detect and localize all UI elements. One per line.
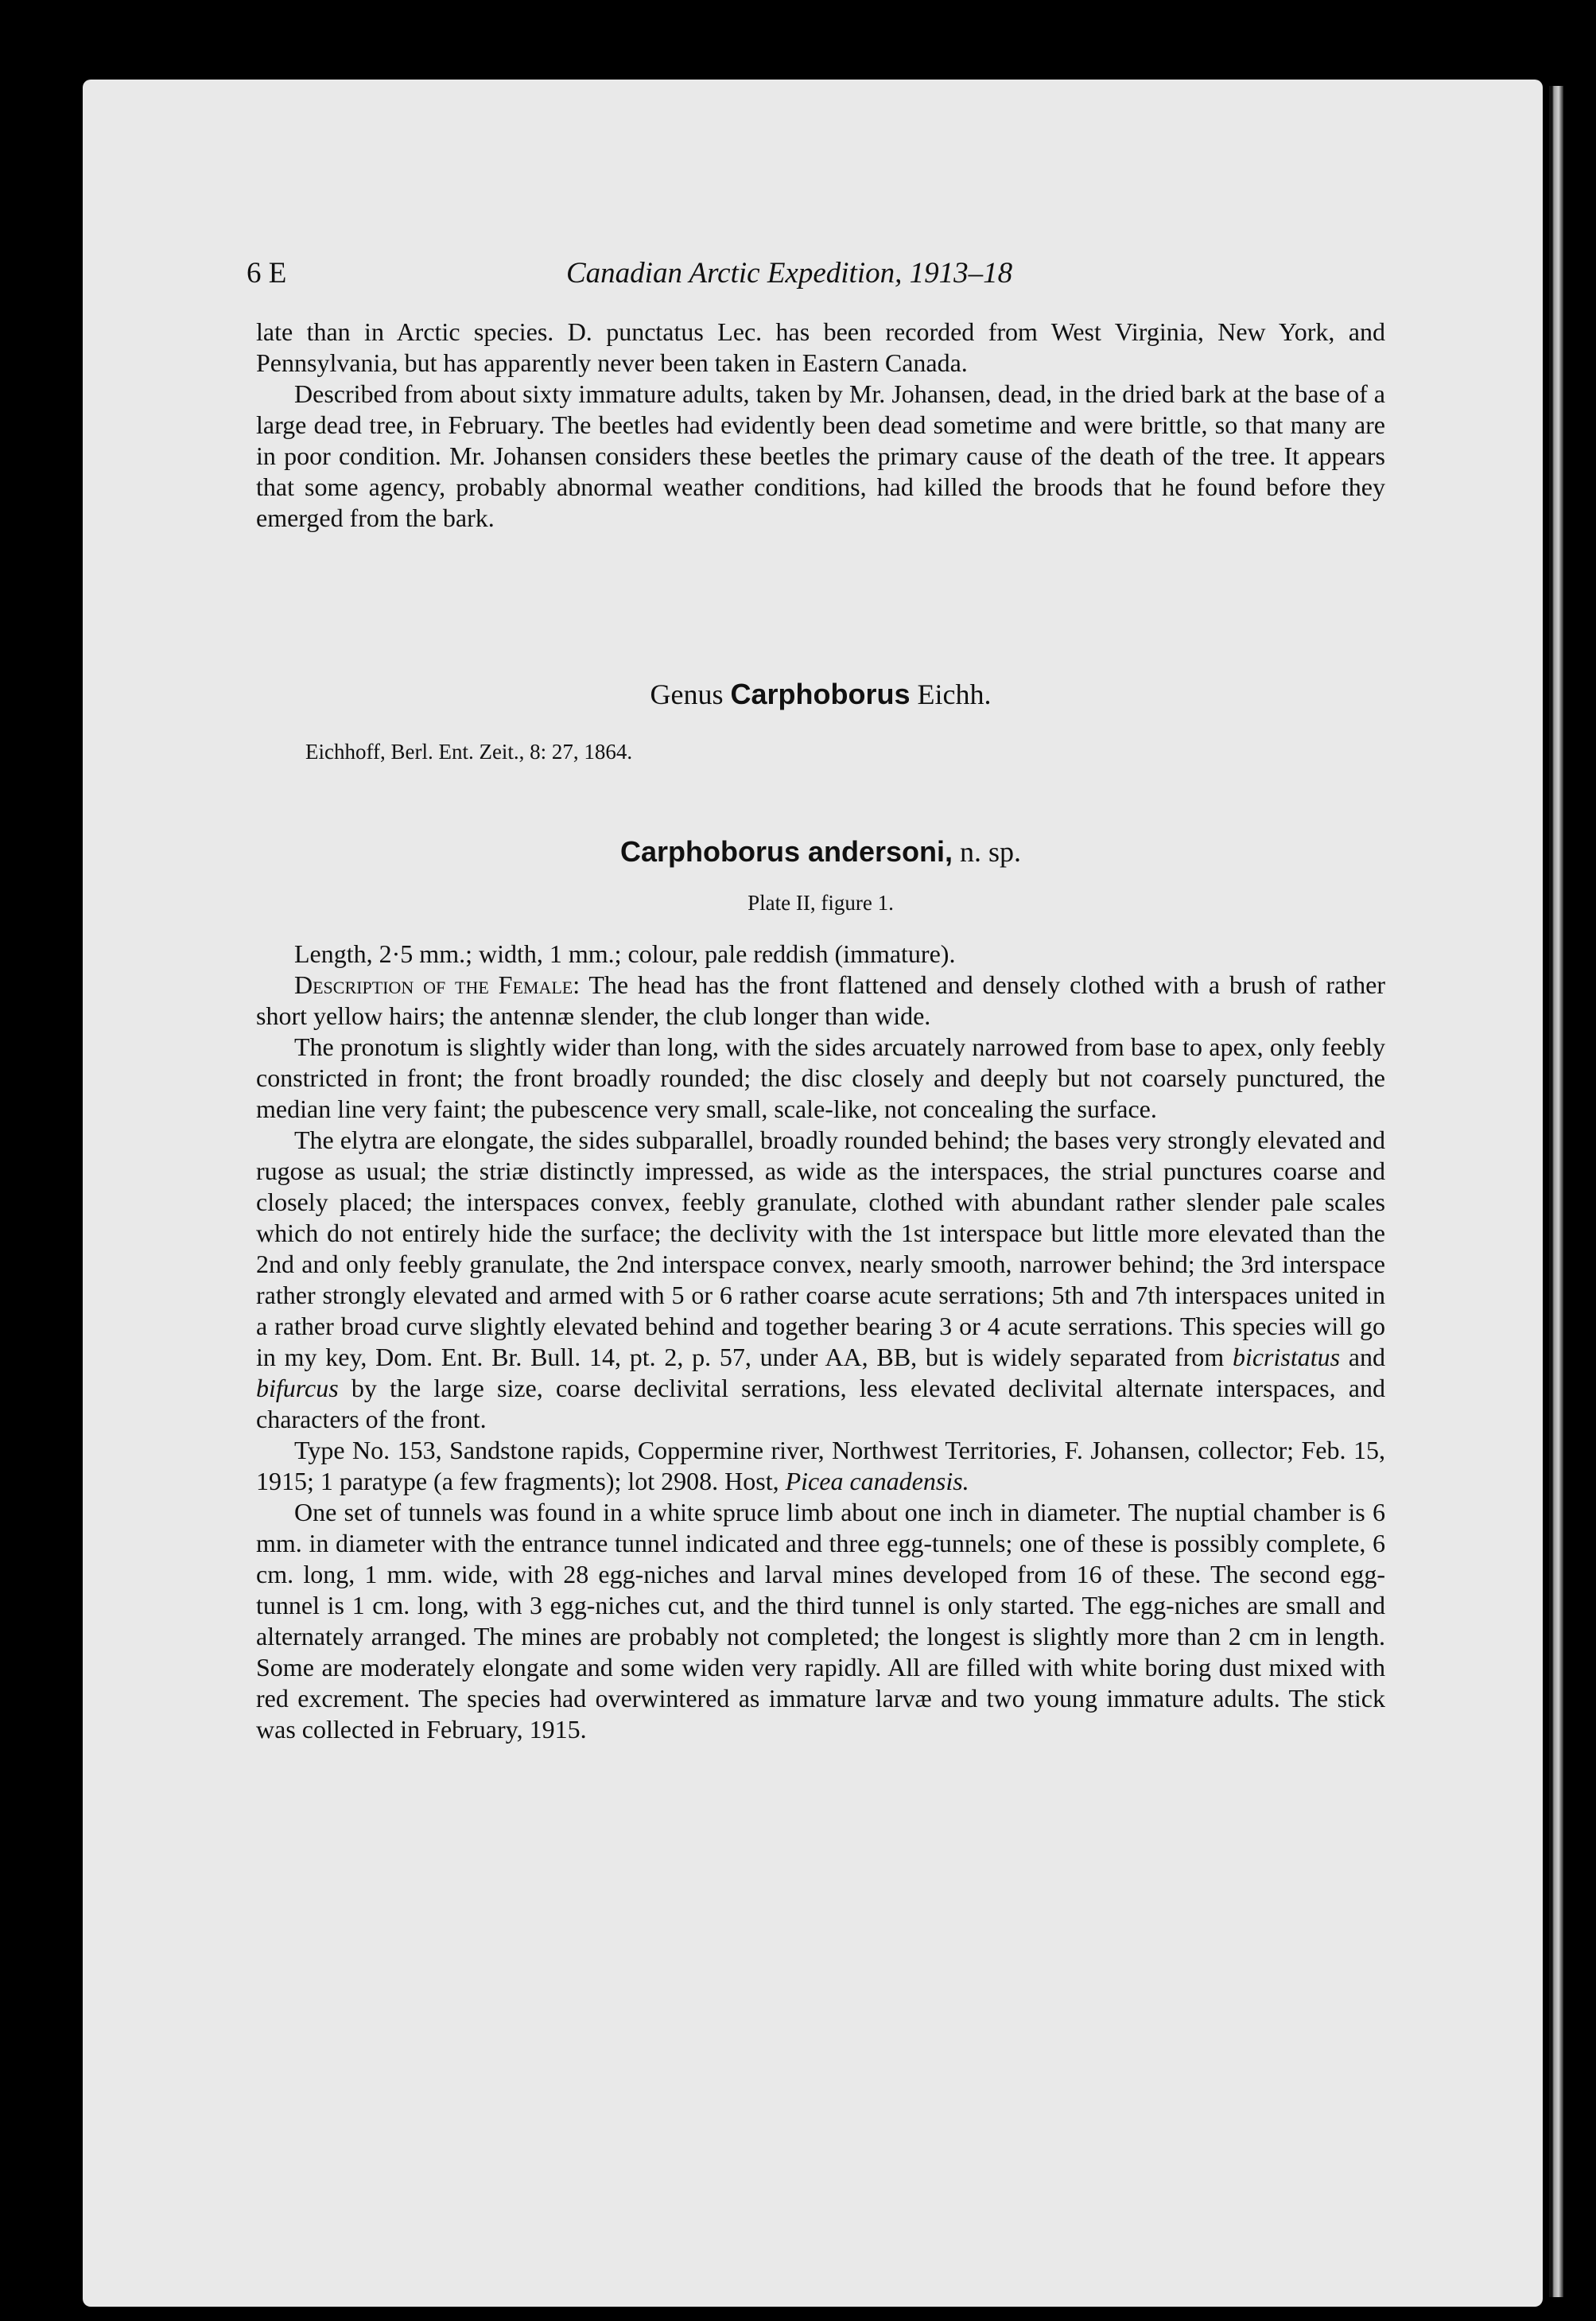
intro-section xyxy=(256,317,1385,534)
genus-heading xyxy=(256,678,1385,711)
genus-citation: Eichhoff, Berl. Ent. Zeit., 8: 27, 1864. xyxy=(305,740,633,764)
species-status: n. sp. xyxy=(960,836,1022,868)
description-label: Description of the Female: xyxy=(294,970,581,999)
genus-prefix: Genus xyxy=(650,678,724,710)
intro-paragraph-2: Described from about sixty immature adults, taken by Mr. Johansen, dead, in the dried bark at the base of a large dead tree, in February. The beetles had evidently been dead sometime and were brittle, so that many are in poor condition. Mr. Johansen considers these beetles the primary cause of the death of the tree. It appears that some agency, probably abnormal weather conditions, had killed the broods that he found before they emerged from the bark. xyxy=(256,379,1385,532)
species-name: Carphoborus andersoni, xyxy=(619,835,953,868)
page-number: 6 E xyxy=(247,257,287,290)
genus-author: Eichh. xyxy=(917,678,992,710)
species-heading xyxy=(256,835,1385,869)
species-bicristatus: bicristatus xyxy=(1232,1343,1341,1371)
elytra-text-2: by the large size, coarse declivital serrations, less elevated declivital alternate interspaces, and characters of the front. xyxy=(256,1374,1385,1433)
type-text: Type No. 153, Sandstone rapids, Coppermine river, Northwest Territories, F. Johansen, collector; Feb. 15, 1915; 1 paratype (a few fragments); lot 2908. Host, xyxy=(256,1436,1385,1495)
description-paragraph xyxy=(256,970,1385,1032)
plate-reference: Plate II, figure 1. xyxy=(748,891,894,915)
genus-name: Carphoborus xyxy=(730,678,911,710)
host-name: Picea canadensis. xyxy=(785,1467,969,1495)
pronotum-paragraph: The pronotum is slightly wider than long, with the sides arcuately narrowed from base to apex, only feebly constricted in front; the front broadly rounded; the disc closely and deeply but not coarsely punctured, the median line very faint; the pubescence very small, scale-like, not concealing the surface. xyxy=(256,1032,1385,1123)
elytra-text-1: The elytra are elongate, the sides subparallel, broadly rounded behind; the bases very strongly elevated and rugose as usual; the striæ distinctly impressed, as wide as the interspaces, the strial punctures coarse and closely placed; the interspaces convex, feebly granulate, clothed with abundant rather slender pale scales which do not entirely hide the surface; the declivity with the 1st interspace but little more elevated than the 2nd and only feebly granulate, the 2nd interspace convex, nearly smooth, narrower behind; the 3rd interspace rather strongly elevated and armed with 5 or 6 rather coarse acute serrations; 5th and 7th interspaces united in a rather broad curve slightly elevated behind and together bearing 3 or 4 acute serrations. This species will go in my key, Dom. Ent. Br. Bull. 14, pt. 2, p. 57, under AA, BB, but is widely separated from xyxy=(256,1126,1385,1371)
tunnels-paragraph: One set of tunnels was found in a white spruce limb about one inch in diameter. The nuptial chamber is 6 mm. in diameter with the entrance tunnel indicated and three egg-tunnels; one of these is possibly complete, 6 cm. long, 1 mm. wide, with 28 egg-niches and larval mines developed from 16 of these. The second egg-tunnel is 1 cm. long, with 3 egg-niches cut, and the third tunnel is only started. The egg-niches are small and alternately arranged. The mines are probably not completed; the longest is slightly more than 2 cm in length. Some are moderately elongate and some widen very rapidly. All are filled with white boring dust mixed with red excrement. The species had overwintered as immature larvæ and two young immature adults. The stick was collected in February, 1915. xyxy=(256,1498,1385,1744)
intro-paragraph-1: late than in Arctic species. D. punctatus Lec. has been recorded from West Virginia, New York, and Pennsylvania, but has apparently never been taken in Eastern Canada. xyxy=(256,317,1385,377)
species-bifurcus: bifurcus xyxy=(256,1374,339,1402)
species-description xyxy=(256,939,1385,1745)
page-edge xyxy=(1549,86,1563,2297)
elytra-paragraph xyxy=(256,1125,1385,1435)
running-header xyxy=(247,256,1123,296)
running-title: Canadian Arctic Expedition, 1913–18 xyxy=(566,257,1013,290)
elytra-and: and xyxy=(1340,1343,1386,1371)
measurements: Length, 2·5 mm.; width, 1 mm.; colour, pale reddish (immature). xyxy=(294,939,956,968)
type-paragraph xyxy=(256,1435,1385,1497)
description-text: The head has the front flattened and densely clothed with a brush of rather short yellow hairs; the antennæ slender, the club longer than wide. xyxy=(256,970,1385,1030)
